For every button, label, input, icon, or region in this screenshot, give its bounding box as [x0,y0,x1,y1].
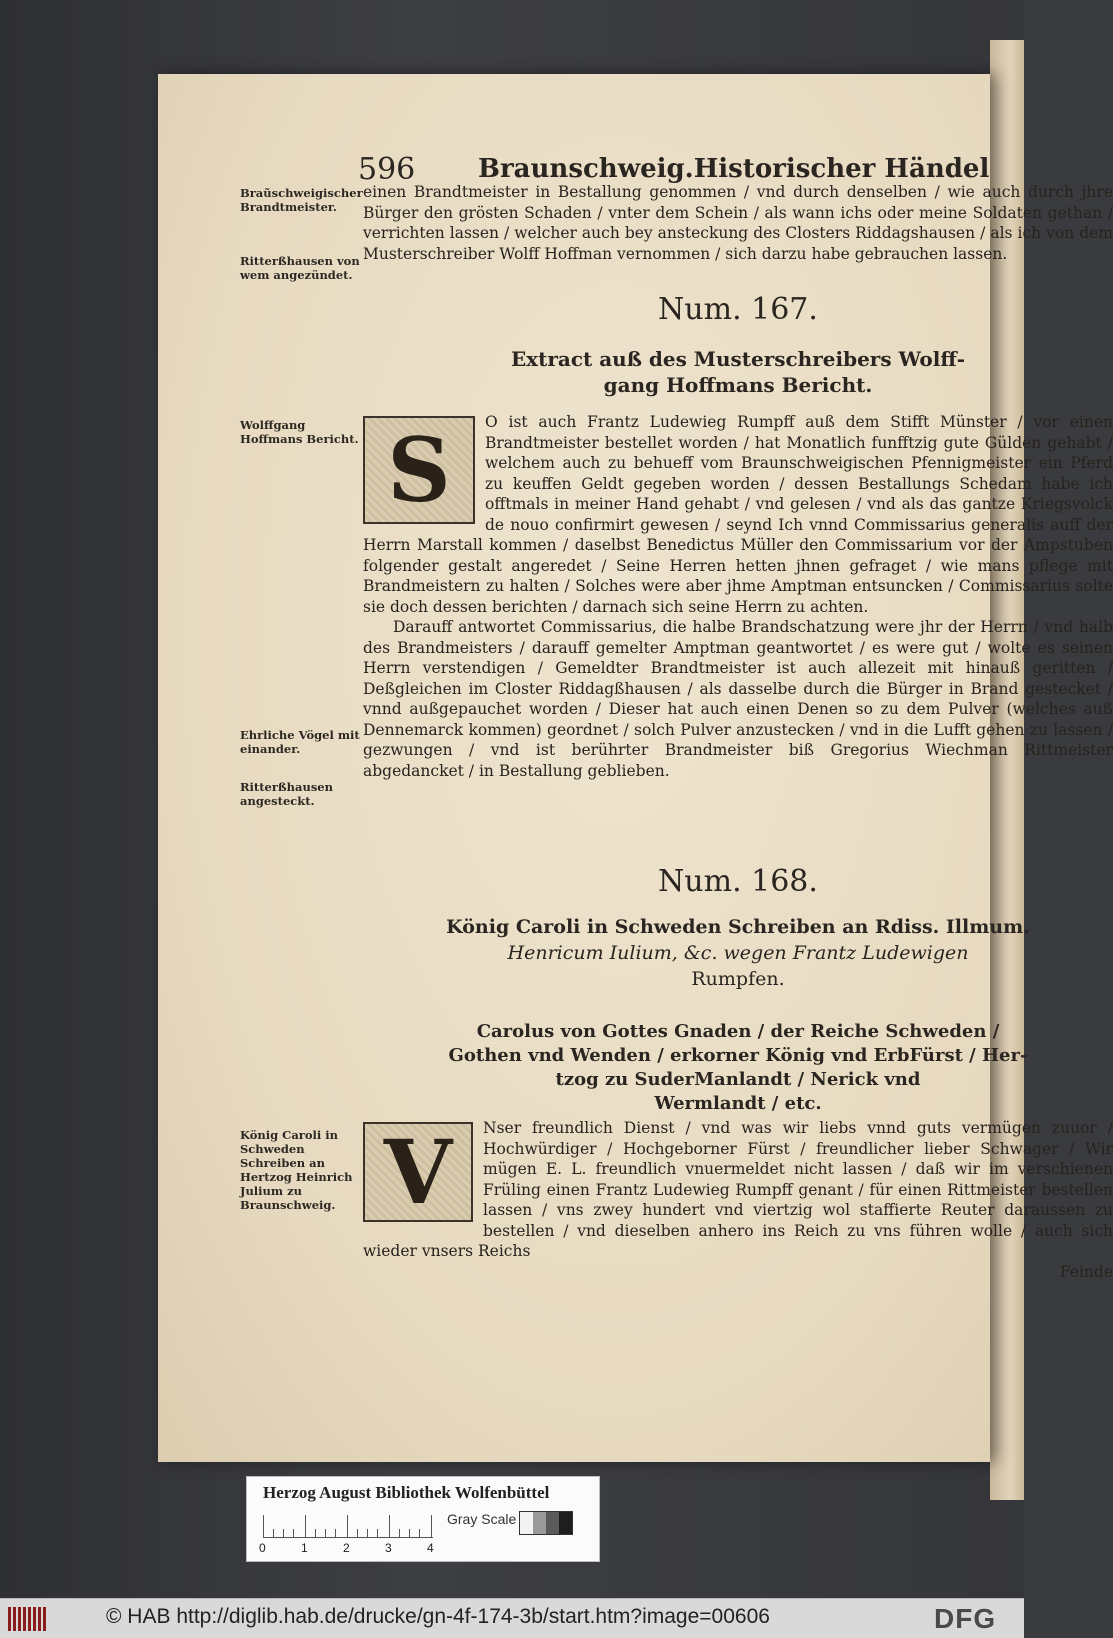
section-heading-167: Num. 167. [658,292,818,327]
running-title: Braunschweig.Historischer Händel [478,154,990,184]
address-line: Gothen vnd Wenden / erkorner König vnd ErbFürst / Her- [448,1045,1028,1066]
subtitle-line: Extract auß des Musterschreibers Wolff- [510,347,966,371]
hab-logo-icon [8,1607,48,1631]
intro-paragraph: einen Brandtmeister in Bestallung genommen / vnd durch denselben / wie auch durch jhre Bürger den grösten Schaden / vnter dem Schein / als wann ichs oder meine Soldaten gethan / verrichten lassen / welcher auch bey ansteckung des Closters Riddagshausen / als ich von dem Musterschreiber Wolff Hoffman vernommen / sich darzu habe gebrauchen lassen. [363,183,1113,263]
address-line: tzog zu SuderManlandt / Nerick vnd [555,1069,921,1090]
address-line: Carolus von Gottes Gnaden / der Reiche Schweden / [476,1021,1000,1042]
dfg-logo: DFG [934,1603,997,1634]
gray-scale-label: Gray Scale [447,1511,517,1527]
page-number: 596 [358,152,416,187]
catchword: Feinde [1059,1262,1113,1281]
section-title-168 [363,914,1113,992]
section-body-167 [363,412,1113,781]
book-page [158,74,1113,1462]
decorated-initial: V [363,1122,473,1222]
section-body-168 [363,1118,1113,1282]
title-line: Henricum Iulium, &c. wegen Frantz Ludewigen [507,942,969,964]
footer-copyright-link[interactable]: © HAB http://diglib.hab.de/drucke/gn-4f-174-3b/start.htm?image=00606 [106,1605,770,1628]
section-heading-168: Num. 168. [658,864,818,899]
ruler-number: 2 [343,1541,350,1555]
title-line: Rumpfen. [691,968,785,990]
letter-address [363,1020,1113,1116]
ruler-number: 0 [259,1541,266,1555]
margin-note: Braũschweigischer Brandtmeister. [240,186,363,214]
title-line: König Caroli in Schweden Schreiben an Rdiss. Illmum. [446,916,1030,938]
paragraph: O ist auch Frantz Ludewieg Rumpff auß dem Stifft Münster / vor einen Brandtmeister bestellet worden / hat Monatlich funfftzig gute Gülden gehabt / welchem auch zu behueff vom Braunschweigischen Pfennigmeister ein Pferd zu keuffen Geldt gegeben worden / dessen Bestallungs Schedam habe ich offtmals in meiner Hand gehabt / vnd gelesen / vnd als das gantze Kriegsvolck de nouo confirmirt gewesen / seynd Ich vnnd Commissarius generalis auff der Herrn Marstall kommen / daselbst Benedictus Müller den Commissarium vor der Ampstuben folgender gestalt angeredet / Seine Herren hetten jhnen gefraget / wie mans pflege mit Brandmeistern zu halten / Solches were aber jhme Amptman entsuncken / Commissarius solte sie doch dessen berichten / darnach sich seine Herrn zu achten. [363,413,1113,616]
subtitle-line: gang Hoffmans Bericht. [603,373,873,397]
margin-note: König Caroli in Schweden Schreiben an Hertzog Heinrich Julium zu Braunschweig. [240,1128,353,1212]
paragraph: Darauff antwortet Commissarius, die halbe Brandschatzung were jhr der Herrn / vnd halb des Brandmeisters / darauff gemelter Amptman geantwortet / es were gut / wolte es seinen Herrn verstendigen / Gemeldter Brandtmeister ist auch allezeit mit hinauß geritten / Deßgleichen im Closter Riddagßhausen / als dasselbe durch die Bürger in Brand gestecket / vnnd außgepauchet worden / Dieser hat auch einen Denen so zu dem Pulver (welches auß Dennemarck kommen) geordnet / solch Pulver anzustecken / vnd in die Lufft gehen zu lassen / gezwungen / vnd ist berührter Brandmeister biß Gregorius Wiechman Rittmeister abgedancket / in Bestallung geblieben. [363,618,1113,780]
footer-bar [0,1598,1024,1638]
library-reference-card [246,1476,600,1562]
paragraph: Nser freundlich Dienst / vnd was wir liebs vnnd guts vermügen zuuor / Hochwürdiger / Hochgeborner Fürst / freundlicher lieber Schwager / Wir mügen E. L. freundlich vnuermeldet nicht lassen / daß wir im verschienen Früling einen Frantz Ludewieg Rumpff genant / für einen Rittmeister bestellen lassen / vns zwey hundert vnd viertzig wol staffierte Reuter daraussen zu bestellen / vnd dieselben anhero ins Reich zu vns führen wolle / auch sich wieder vnsers Reichs [363,1119,1113,1260]
margin-note: Ritterßhausen angesteckt. [240,780,333,808]
ruler-number: 1 [301,1541,308,1555]
scale-ruler [263,1515,433,1538]
section-subtitle-167 [363,346,1113,398]
margin-note: Ritterßhausen von wem angezündet. [240,254,360,282]
margin-note: Ehrliche Vögel mit einander. [240,728,360,756]
margin-note: Wolffgang Hoffmans Bericht. [240,418,359,446]
ruler-number: 3 [385,1541,392,1555]
library-name: Herzog August Bibliothek Wolfenbüttel [263,1483,550,1502]
ruler-number: 4 [427,1541,434,1555]
gray-scale-swatch [519,1511,573,1535]
address-line: Wermlandt / etc. [654,1093,822,1114]
decorated-initial: S [363,416,475,524]
